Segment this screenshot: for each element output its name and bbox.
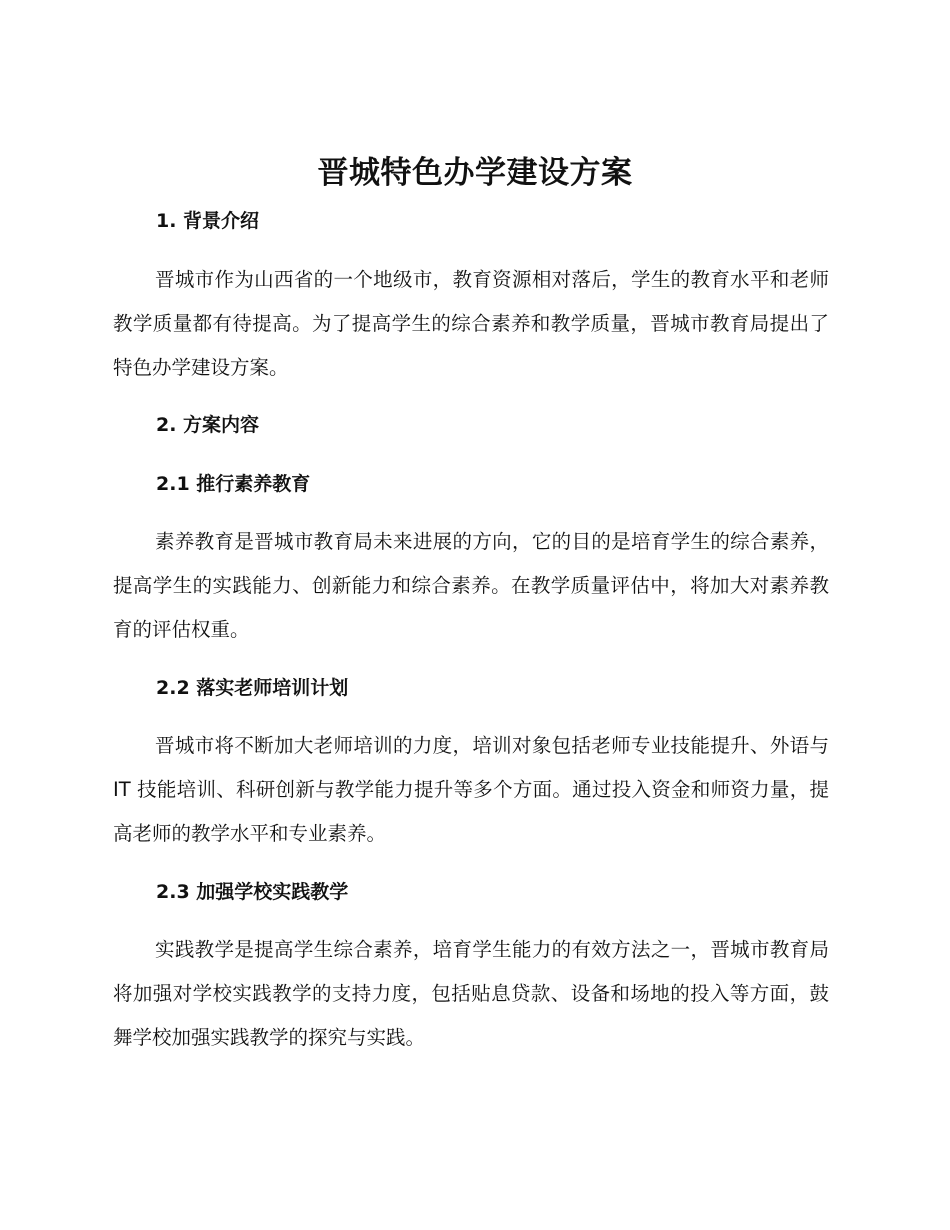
section-paragraph-quality-education: 素养教育是晋城市教育局未来进展的方向，它的目的是培育学生的综合素养，提高学生的实践能力、创新能力和综合素养。在教学质量评估中，将加大对素养教育的评估权重。 [113,530,829,641]
section-heading-plan-content: 2. 方案内容 [156,414,260,436]
section-heading-background: 1. 背景介绍 [156,210,260,232]
document-title: 晋城特色办学建设方案 [317,155,633,191]
section-paragraph-teacher-training: 晋城市将不断加大老师培训的力度，培训对象包括老师专业技能提升、外语与 IT 技能培训、科研创新与教学能力提升等多个方面。通过投入资金和师资力量，提高老师的教学水平和专业素养。 [113,734,829,845]
section-heading-practical-teaching: 2.3 加强学校实践教学 [156,881,349,903]
section-paragraph-background: 晋城市作为山西省的一个地级市，教育资源相对落后，学生的教育水平和老师教学质量都有待提高。为了提高学生的综合素养和教学质量，晋城市教育局提出了特色办学建设方案。 [113,268,829,379]
section-heading-teacher-training: 2.2 落实老师培训计划 [156,677,349,699]
section-heading-quality-education: 2.1 推行素养教育 [156,473,311,495]
section-paragraph-practical-teaching: 实践教学是提高学生综合素养，培育学生能力的有效方法之一，晋城市教育局将加强对学校实践教学的支持力度，包括贴息贷款、设备和场地的投入等方面，鼓舞学校加强实践教学的探究与实践。 [113,938,829,1049]
